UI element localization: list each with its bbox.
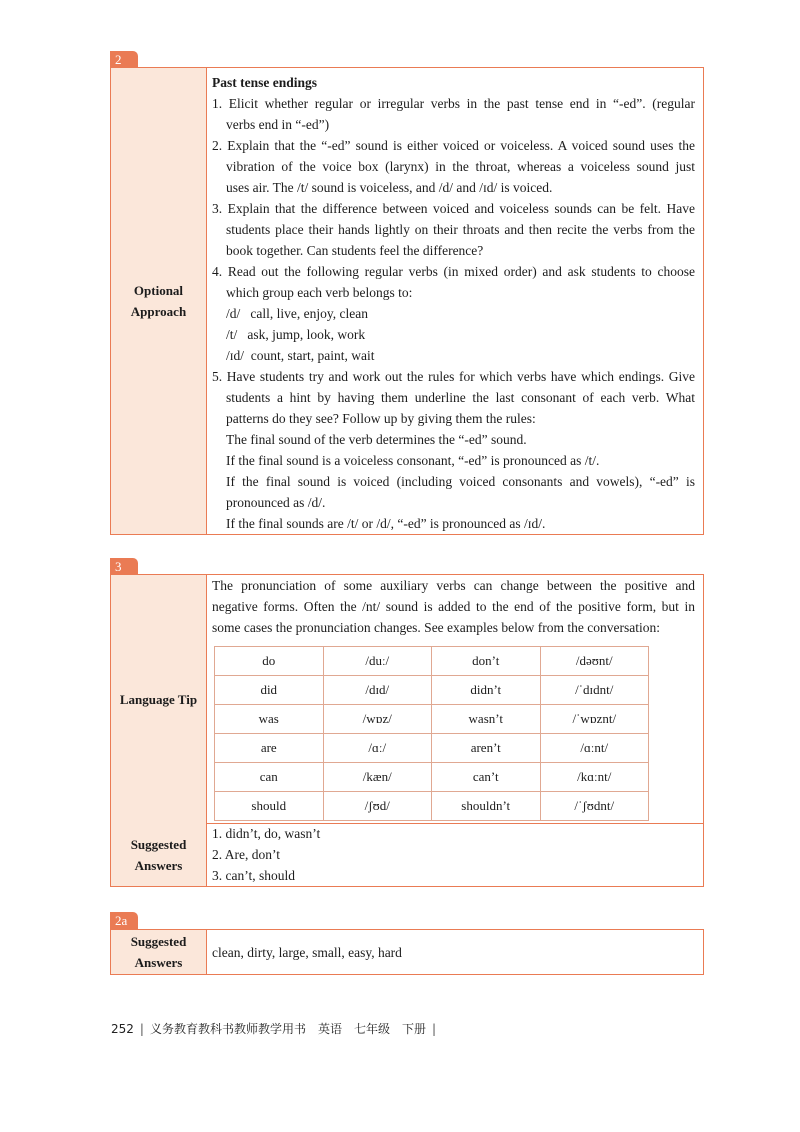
step-5-line-1: 5. Have students try and work out the rules for which verbs have which endings. Give <box>212 369 695 384</box>
table-cell: /kɑːnt/ <box>540 763 649 792</box>
page-footer: 252 | 义务教育教科书教师教学用书 英语 七年级 下册 | <box>111 1022 437 1036</box>
page-number: 252 <box>111 1022 134 1036</box>
section-3-box <box>110 574 704 887</box>
section-2a-box <box>110 929 704 975</box>
section-tab-2a: 2a <box>110 912 138 929</box>
step-5-line-2: students a hint by having them underline the last consonant of each verb. What <box>226 390 695 405</box>
table-cell: /ˈʃʊdnt/ <box>540 792 649 821</box>
verb-group-t: /t/ ask, jump, look, work <box>226 327 366 342</box>
table-cell: do <box>215 647 324 676</box>
step-2-line-3: uses air. The /t/ sound is voiceless, and /d/ and /ɪd/ is voiced. <box>226 180 553 195</box>
table-cell: /ɑːnt/ <box>540 734 649 763</box>
past-tense-heading: Past tense endings <box>212 75 318 90</box>
pronunciation-table <box>214 646 649 821</box>
table-cell: /ʃʊd/ <box>323 792 432 821</box>
book-title: 义务教育教科书教师教学用书 英语 七年级 下册 <box>149 1022 426 1036</box>
answer-3: 3. can’t, should <box>212 868 295 883</box>
table-cell: should <box>215 792 324 821</box>
section-tab-2: 2 <box>110 51 138 68</box>
section-2-box <box>110 67 704 535</box>
rule-2: If the final sound is a voiceless consonant, “-ed” is pronounced as /t/. <box>226 453 600 468</box>
rule-3-line-2: pronounced as /d/. <box>226 495 326 510</box>
table-cell: can <box>215 763 324 792</box>
table-cell: wasn’t <box>432 705 541 734</box>
step-5-line-3: patterns do they see? Follow up by giving them the rules: <box>226 411 536 426</box>
table-row <box>215 647 649 676</box>
table-cell: /ˈdɪdnt/ <box>540 676 649 705</box>
table-cell: /ɑː/ <box>323 734 432 763</box>
table-cell: /dɪd/ <box>323 676 432 705</box>
step-4-line-2: which group each verb belongs to: <box>226 285 413 300</box>
step-3-line-3: book together. Can students feel the difference? <box>226 243 484 258</box>
step-4-line-1: 4. Read out the following regular verbs (in mixed order) and ask students to choose <box>212 264 695 279</box>
language-tip-intro: The pronunciation of some auxiliary verbs can change between the positive and negative forms. Often the /nt/ sound is added to the end of the positive form, but in some cases the pronunciation changes. See examples below from the conversation: <box>212 578 695 635</box>
step-2-line-2: vibration of the voice box (larynx) in the throat, whereas a voiceless sound just <box>226 159 695 174</box>
answer-2a: clean, dirty, large, small, easy, hard <box>212 945 402 960</box>
table-row <box>215 705 649 734</box>
verb-group-d: /d/ call, live, enjoy, clean <box>226 306 368 321</box>
table-row <box>215 734 649 763</box>
past-tense-content <box>212 72 695 534</box>
section-tab-3: 3 <box>110 558 138 575</box>
rule-4: If the final sounds are /t/ or /d/, “-ed” is pronounced as /ɪd/. <box>226 516 546 531</box>
table-cell: can’t <box>432 763 541 792</box>
table-cell: /ˈwɒznt/ <box>540 705 649 734</box>
step-1-line-2: verbs end in “-ed”) <box>226 117 330 132</box>
table-cell: don’t <box>432 647 541 676</box>
answer-1: 1. didn’t, do, wasn’t <box>212 826 321 841</box>
table-row <box>215 763 649 792</box>
table-cell: did <box>215 676 324 705</box>
step-2-line-1: 2. Explain that the “-ed” sound is either voiced or voiceless. A voiced sound uses the <box>212 138 695 153</box>
step-3-line-1: 3. Explain that the difference between voiced and voiceless sounds can be felt. Have <box>212 201 695 216</box>
optional-approach-label: Optional Approach <box>111 68 207 534</box>
table-cell: was <box>215 705 324 734</box>
language-tip-label: Language Tip <box>111 575 207 823</box>
step-1-line-1: 1. Elicit whether regular or irregular verbs in the past tense end in “-ed”. (regular <box>212 96 695 111</box>
suggested-answers-2a-label: Suggested Answers <box>111 930 207 974</box>
suggested-answers-content <box>212 823 695 886</box>
suggested-answers-row <box>111 823 703 886</box>
table-cell: are <box>215 734 324 763</box>
table-cell: aren’t <box>432 734 541 763</box>
table-row <box>215 792 649 821</box>
rule-3-line-1: If the final sound is voiced (including voiced consonants and vowels), “-ed” is <box>226 474 695 489</box>
table-row <box>215 676 649 705</box>
suggested-answers-2a-content <box>212 942 695 963</box>
suggested-answers-label: Suggested Answers <box>111 823 207 886</box>
table-cell: /duː/ <box>323 647 432 676</box>
table-cell: didn’t <box>432 676 541 705</box>
table-cell: /dəʊnt/ <box>540 647 649 676</box>
step-3-line-2: students place their hands lightly on their throats and then recite the verbs from the <box>226 222 695 237</box>
answer-2: 2. Are, don’t <box>212 847 280 862</box>
verb-group-id: /ɪd/ count, start, paint, wait <box>226 348 375 363</box>
table-cell: shouldn’t <box>432 792 541 821</box>
language-tip-row <box>111 575 703 823</box>
table-cell: /wɒz/ <box>323 705 432 734</box>
rule-1: The final sound of the verb determines the “-ed” sound. <box>226 432 527 447</box>
table-cell: /kæn/ <box>323 763 432 792</box>
